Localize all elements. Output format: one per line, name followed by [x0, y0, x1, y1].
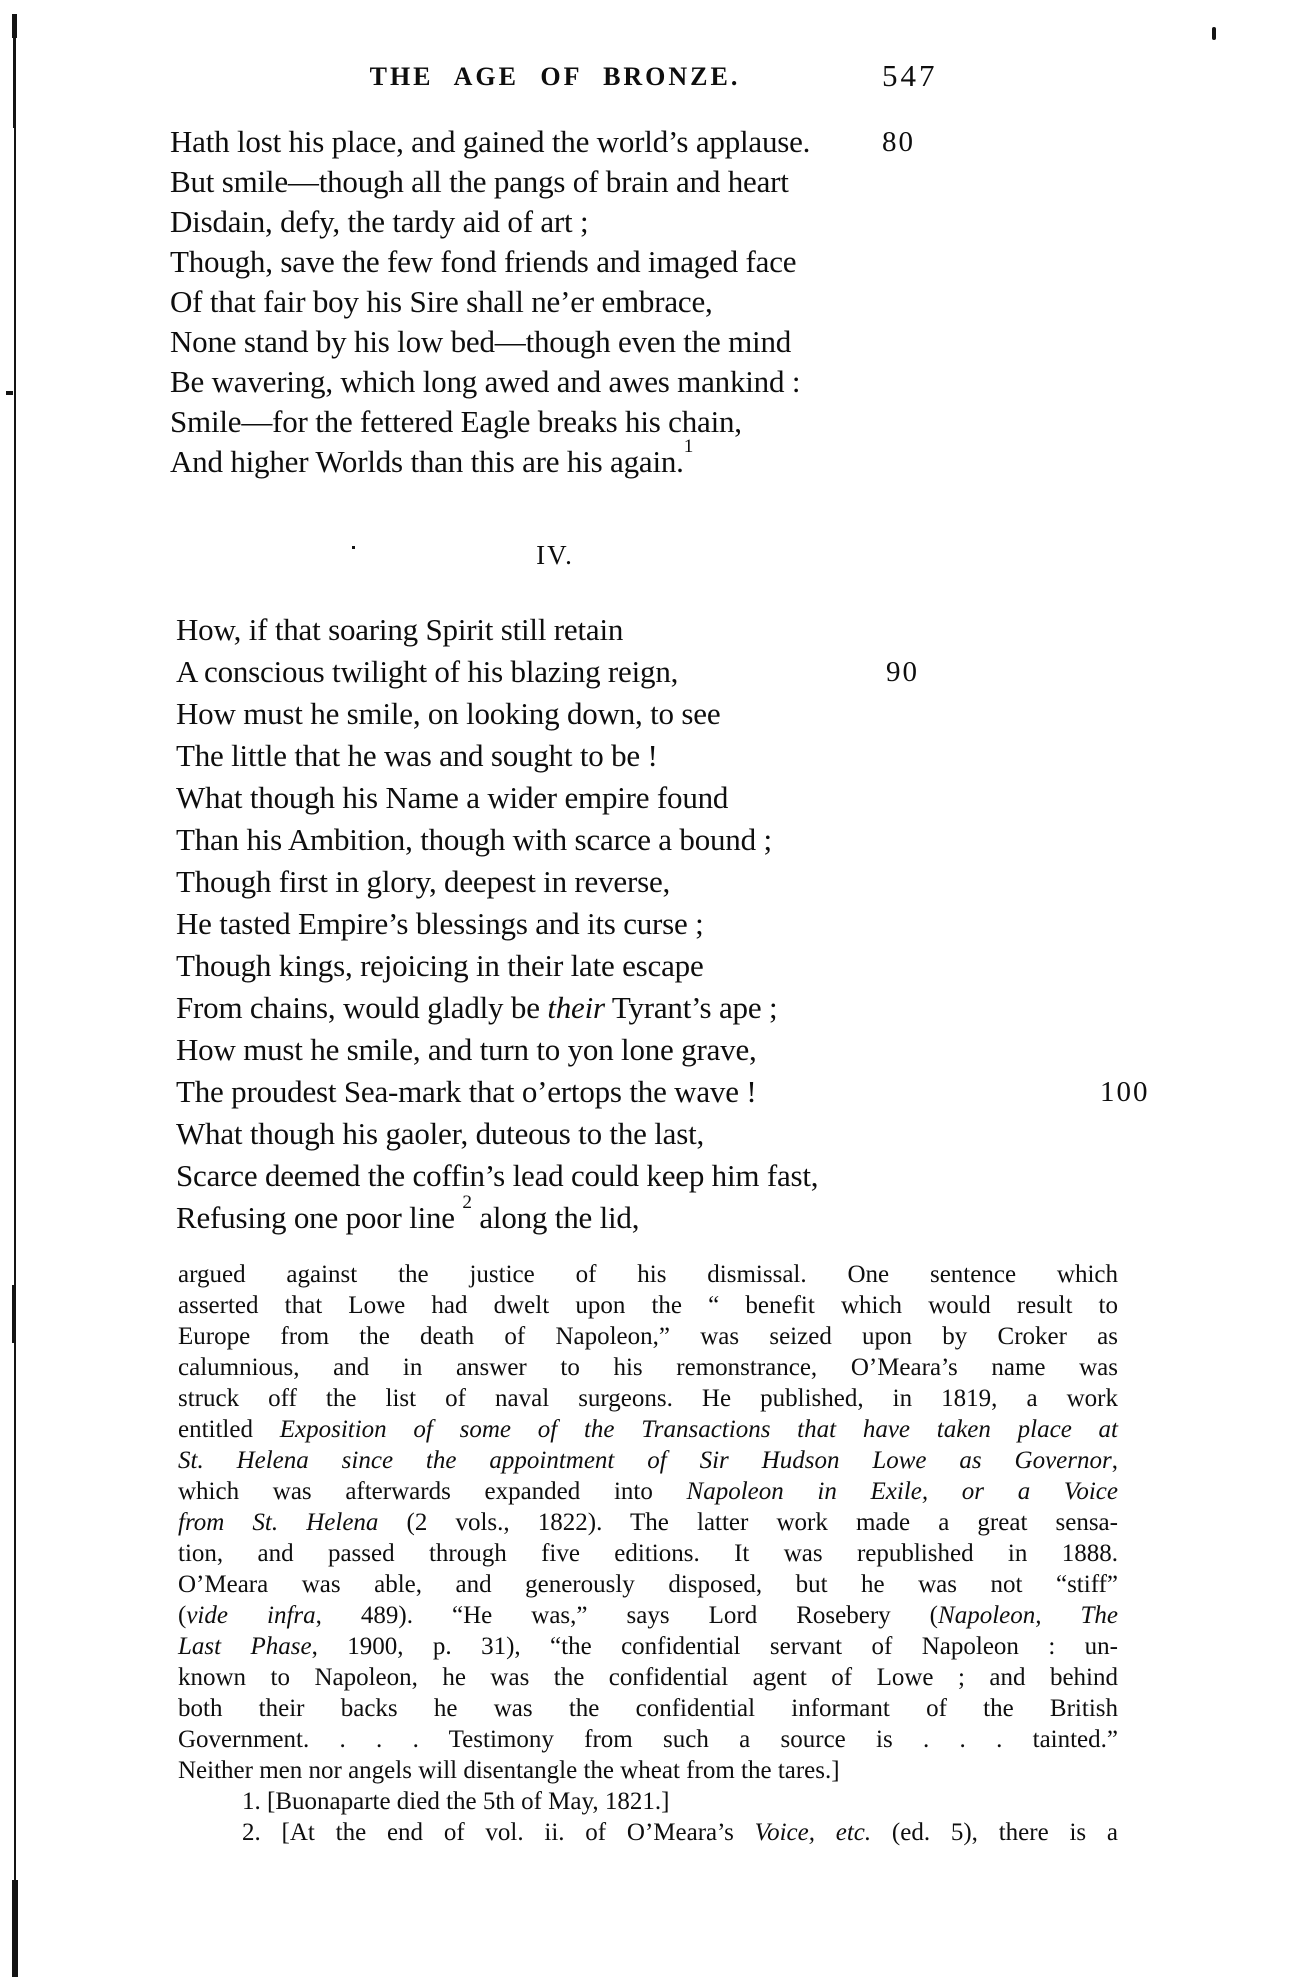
text-segment: Though, save the few fond friends and imaged face: [170, 244, 797, 279]
page-content: [170, 58, 1150, 1848]
poem-line: [170, 122, 1150, 162]
text-segment: from St. Helena: [178, 1509, 379, 1536]
poem-line: [176, 1071, 1150, 1113]
text-segment: None stand by his low bed—though even the mind: [170, 324, 792, 359]
poem-line: [176, 609, 1150, 651]
poem-line-number: 100: [1100, 1076, 1150, 1108]
footnote-line: [178, 1445, 1118, 1476]
footnote-line: [178, 1507, 1118, 1538]
footnote-line: [178, 1817, 1118, 1848]
poem-line: [176, 651, 1150, 693]
text-segment: vide infra: [186, 1602, 316, 1629]
poem-line: [170, 282, 1150, 322]
text-segment: What though his gaoler, duteous to the last,: [176, 1116, 705, 1151]
footnote-line: [178, 1662, 1118, 1693]
text-segment: 1. [Buonaparte died the 5th of May, 1821.]: [242, 1788, 670, 1815]
text-segment: Neither men nor angels will disentangle the wheat from the tares.]: [178, 1757, 840, 1784]
poem-line: [170, 362, 1150, 402]
running-title: THE AGE OF BRONZE.: [369, 62, 741, 91]
scan-speck-artifact: [6, 391, 13, 395]
footnote-line: [178, 1693, 1118, 1724]
footnote-line: [178, 1321, 1118, 1352]
text-segment: O’Meara was able, and generously disposed, but he was not “stiff”: [178, 1571, 1118, 1598]
poem-line: [176, 1029, 1150, 1071]
footnote-line: [178, 1631, 1118, 1662]
scan-edge-artifact: [12, 1880, 18, 1977]
poem-line: [170, 242, 1150, 282]
poem-stanza-iv: [170, 609, 1150, 1239]
footnote-line: [178, 1600, 1118, 1631]
footnote-line: [178, 1476, 1118, 1507]
text-segment: calumnious, and in answer to his remonstrance, O’Meara’s name was: [178, 1354, 1118, 1381]
text-segment: Last Phase: [178, 1633, 312, 1660]
text-segment: their: [547, 990, 605, 1025]
scan-edge-artifact: [14, 126, 16, 1887]
text-segment: Though first in glory, deepest in reverse,: [176, 864, 671, 899]
text-segment: How must he smile, on looking down, to see: [176, 696, 721, 731]
text-segment: Europe from the death of Napoleon,” was seized upon by Croker as: [178, 1323, 1118, 1350]
text-segment: Scarce deemed the coffin’s lead could keep him fast,: [176, 1158, 819, 1193]
scan-speck-artifact: [1212, 27, 1216, 40]
text-segment: Napoleon, The: [938, 1602, 1119, 1629]
footnote-line: [178, 1352, 1118, 1383]
text-segment: What though his Name a wider empire found: [176, 780, 729, 815]
footnote-line: [178, 1290, 1118, 1321]
text-segment: known to Napoleon, he was the confidential agent of Lowe ; and behind: [178, 1664, 1118, 1691]
footnote-line: [178, 1724, 1118, 1755]
text-segment: From chains, would gladly be: [176, 990, 548, 1025]
poem-line: [176, 693, 1150, 735]
poem-line: [176, 735, 1150, 777]
text-segment: , 489). “He was,” says Lord Rosebery (: [315, 1602, 939, 1629]
footnote-reference-superscript: 2: [462, 1192, 472, 1214]
poem-line: [176, 987, 1150, 1029]
text-segment: Tyrant’s ape ;: [604, 990, 778, 1025]
poem-line: [176, 819, 1150, 861]
text-segment: Voice, etc.: [754, 1819, 872, 1846]
text-segment: both their backs he was the confidential informant of the British: [178, 1695, 1118, 1722]
text-segment: How, if that soaring Spirit still retain: [176, 612, 624, 647]
poem-line: [176, 1192, 1150, 1239]
text-segment: St. Helena since the appointment of Sir Hudson Lowe as Governor: [178, 1447, 1112, 1474]
poem-line: [170, 402, 1150, 442]
poem-line: [170, 162, 1150, 202]
footnote-line: [178, 1569, 1118, 1600]
text-segment: The proudest Sea-mark that o’ertops the wave !: [176, 1074, 757, 1109]
poem-line-number: 90: [886, 656, 919, 688]
text-segment: Exposition of some of the Transactions that have taken place at: [279, 1416, 1118, 1443]
poem-line: [176, 903, 1150, 945]
text-segment: ,: [1111, 1447, 1118, 1474]
scan-edge-artifact: [13, 36, 16, 128]
text-segment: (ed. 5), there is a: [871, 1819, 1118, 1846]
poem-line: [170, 202, 1150, 242]
footnote-line: [178, 1538, 1118, 1569]
scan-edge-artifact: [12, 14, 17, 38]
text-segment: Smile—for the fettered Eagle breaks his chain,: [170, 404, 742, 439]
poem-line: [170, 436, 1150, 482]
text-segment: Disdain, defy, the tardy aid of art ;: [170, 204, 589, 239]
text-segment: Hath lost his place, and gained the world’s applause.: [170, 124, 811, 159]
text-segment: Though kings, rejoicing in their late escape: [176, 948, 704, 983]
text-segment: Napoleon in Exile, or a Voice: [686, 1478, 1119, 1505]
text-segment: which was afterwards expanded into: [178, 1478, 687, 1505]
page-header: [170, 58, 1150, 100]
text-segment: Than his Ambition, though with scarce a bound ;: [176, 822, 772, 857]
scan-edge-artifact: [12, 1285, 16, 1343]
poem-line: [176, 861, 1150, 903]
poem-line-number: 80: [882, 126, 915, 158]
text-segment: 2. [At the end of vol. ii. of O’Meara’s: [242, 1819, 755, 1846]
footnote-line: [178, 1414, 1118, 1445]
text-segment: (: [178, 1602, 187, 1629]
text-segment: entitled: [178, 1416, 280, 1443]
text-segment: How must he smile, and turn to yon lone grave,: [176, 1032, 757, 1067]
footnote-line: [178, 1786, 1118, 1817]
footnote-line: [178, 1259, 1118, 1290]
text-segment: He tasted Empire’s blessings and its curse ;: [176, 906, 704, 941]
text-segment: tion, and passed through five editions. It was republished in 1888.: [178, 1540, 1118, 1567]
section-heading-iv: IV.: [536, 540, 574, 570]
text-segment: argued against the justice of his dismissal. One sentence which: [178, 1261, 1118, 1288]
text-segment: The little that he was and sought to be !: [176, 738, 658, 773]
text-segment: A conscious twilight of his blazing reign,: [176, 654, 679, 689]
footnote-line: [178, 1383, 1118, 1414]
text-segment: Of that fair boy his Sire shall ne’er embrace,: [170, 284, 713, 319]
footnote-reference-superscript: 1: [683, 436, 694, 458]
text-segment: along the lid,: [471, 1200, 640, 1235]
text-segment: asserted that Lowe had dwelt upon the “ benefit which would result to: [178, 1292, 1118, 1319]
text-segment: And higher Worlds than this are his again.: [170, 444, 684, 479]
text-segment: (2 vols., 1822). The latter work made a great sensa-: [378, 1509, 1118, 1536]
poem-line: [176, 1113, 1150, 1155]
text-segment: , 1900, p. 31), “the confidential servant of Napoleon : un-: [311, 1633, 1118, 1660]
poem-line: [176, 777, 1150, 819]
text-segment: Be wavering, which long awed and awes mankind :: [170, 364, 801, 399]
text-segment: But smile—though all the pangs of brain and heart: [170, 164, 789, 199]
poem-line: [176, 1155, 1150, 1197]
page-number: 547: [882, 58, 938, 93]
text-segment: Government. . . . Testimony from such a source is . . . tainted.”: [178, 1726, 1118, 1753]
poem-line: [176, 945, 1150, 987]
text-segment: struck off the list of naval surgeons. He published, in 1819, a work: [178, 1385, 1118, 1412]
footnote-line: [178, 1755, 1118, 1786]
poem-stanza-iii-end: [170, 122, 1150, 482]
footnote-block: [178, 1259, 1118, 1848]
text-segment: Refusing one poor line: [176, 1200, 463, 1235]
poem-line: [170, 322, 1150, 362]
